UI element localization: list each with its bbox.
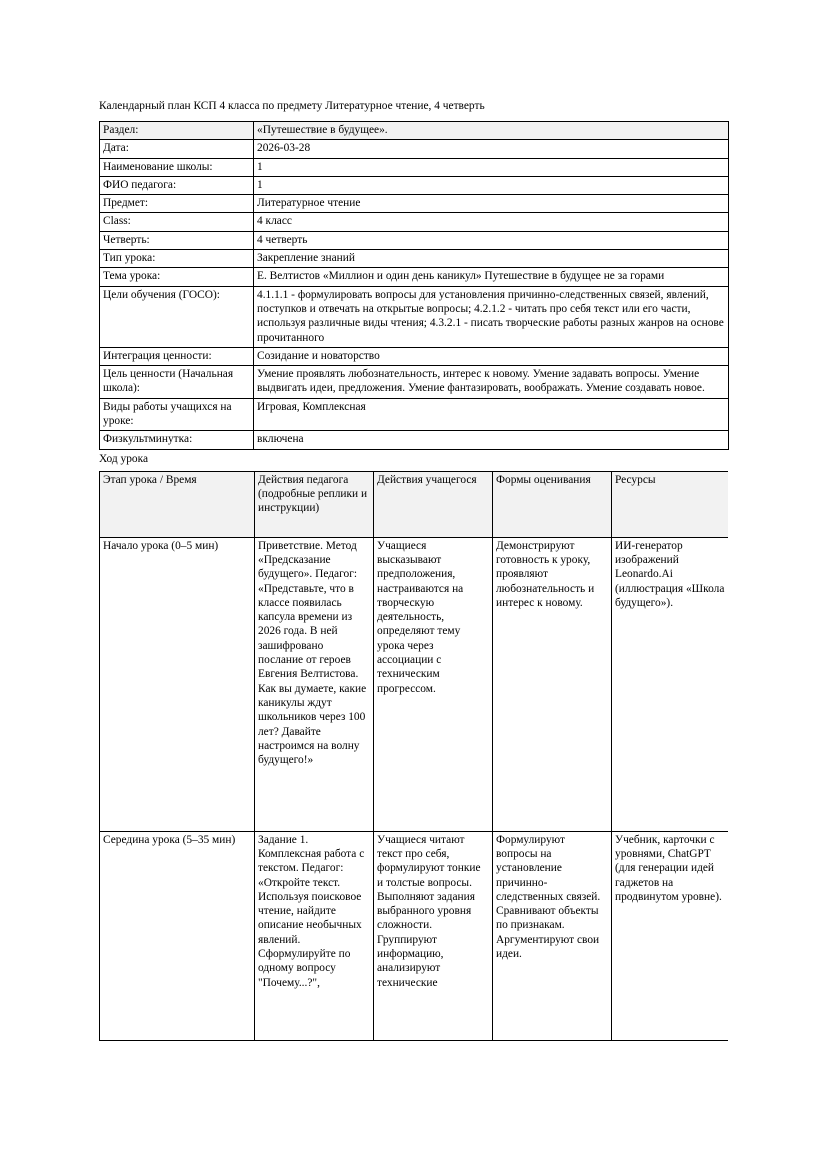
info-value: «Путешествие в будущее». [254,122,729,140]
student-actions-cell: Учащиеся читают текст про себя, формулируют тонкие и толстые вопросы. Выполняют задания выбранного уровня сложности. Группируют информацию, анализируют технические [374,831,493,1040]
table-row [100,158,729,176]
teacher-actions-cell: Задание 1. Комплексная работа с текстом. Педагог: «Откройте текст. Используя поисковое чтение, найдите описание необычных явлений. Сформулируйте по одному вопросу "Почему...?", [255,831,374,1040]
table-row [100,140,729,158]
teacher-actions-cell: Приветствие. Метод «Предсказание будущего». Педагог: «Представьте, что в классе появилась капсула времени из 2026 года. В ней зашифровано послание от героев Евгения Велтистова. Как вы думаете, какие каникулы ждут школьников через 100 лет? Давайте настроимся на волну будущего!» [255,537,374,831]
info-label: Тема урока: [100,268,254,286]
info-label: Class: [100,213,254,231]
lesson-flow-body [100,537,729,1040]
info-value: 4 четверть [254,231,729,249]
info-value: 4.1.1.1 - формулировать вопросы для установления причинно-следственных связей, явлений, поступков и отвечать на открытые вопросы; 4.2.1.2 - читать про себя текст или его части, используя различные виды чтения; 4.3.2.1 - писать творческие работы разных жанров на основе прочитанного [254,286,729,347]
info-label: Четверть: [100,231,254,249]
lesson-flow-table [99,471,728,1041]
column-header-student-actions: Действия учащегося [374,471,493,537]
info-value: 1 [254,158,729,176]
flow-heading: Ход урока [99,452,149,465]
table-row [100,195,729,213]
stage-cell: Середина урока (5–35 мин) [100,831,255,1040]
student-actions-cell: Учащиеся высказывают предположения, настраиваются на творческую деятельность, определяют тему урока через ассоциации с техническим прогрессом. [374,537,493,831]
info-label: Цель ценности (Начальная школа): [100,366,254,399]
info-value: Закрепление знаний [254,250,729,268]
table-row [100,176,729,194]
lesson-info-body [100,122,729,450]
info-label: Цели обучения (ГОСО): [100,286,254,347]
resources-cell: Учебник, карточки с уровнями, ChatGPT (для генерации идей гаджетов на продвинутом уровне). [612,831,729,1040]
info-label: Раздел: [100,122,254,140]
table-row [100,213,729,231]
table-row [100,286,729,347]
info-value: Умение проявлять любознательность, интерес к новому. Умение задавать вопросы. Умение выдвигать идеи, предложения. Умение фантазировать, воображать. Умение создавать новое. [254,366,729,399]
lesson-info-table [99,121,729,450]
info-value: 4 класс [254,213,729,231]
info-label: Интеграция ценности: [100,347,254,365]
lesson-flow-table-clip [99,471,728,1054]
table-row [100,231,729,249]
info-value: 1 [254,176,729,194]
info-value: Игровая, Комплексная [254,398,729,431]
info-label: Виды работы учащихся на уроке: [100,398,254,431]
column-header-stage: Этап урока / Время [100,471,255,537]
stage-cell: Начало урока (0–5 мин) [100,537,255,831]
table-row [100,831,729,1040]
table-row [100,347,729,365]
info-label: Физкультминутка: [100,431,254,449]
info-label: Тип урока: [100,250,254,268]
table-row [100,250,729,268]
info-value: Литературное чтение [254,195,729,213]
page-content [99,99,728,1054]
column-header-teacher-actions: Действия педагога (подробные реплики и инструкции) [255,471,374,537]
info-value: 2026-03-28 [254,140,729,158]
assessment-cell: Демонстрируют готовность к уроку, проявляют любознательность и интерес к новому. [493,537,612,831]
table-row [100,366,729,399]
table-row [100,122,729,140]
info-value: Е. Велтистов «Миллион и один день каникул» Путешествие в будущее не за горами [254,268,729,286]
resources-cell: ИИ-генератор изображений Leonardo.Ai (иллюстрация «Школа будущего»). [612,537,729,831]
table-row [100,268,729,286]
assessment-cell: Формулируют вопросы на установление причинно-следственных связей. Сравнивают объекты по признакам. Аргументируют свои идеи. [493,831,612,1040]
info-label: Наименование школы: [100,158,254,176]
info-label: Дата: [100,140,254,158]
info-value: Созидание и новаторство [254,347,729,365]
column-header-assessment-forms: Формы оценивания [493,471,612,537]
table-row [100,537,729,831]
lesson-flow-head [100,471,729,537]
page-title: Календарный план КСП 4 класса по предмету Литературное чтение, 4 четверть [99,100,485,112]
table-row [100,431,729,449]
info-label: ФИО педагога: [100,176,254,194]
table-header-row [100,471,729,537]
table-row [100,398,729,431]
info-label: Предмет: [100,195,254,213]
info-value: включена [254,431,729,449]
column-header-resources: Ресурсы [612,471,729,537]
